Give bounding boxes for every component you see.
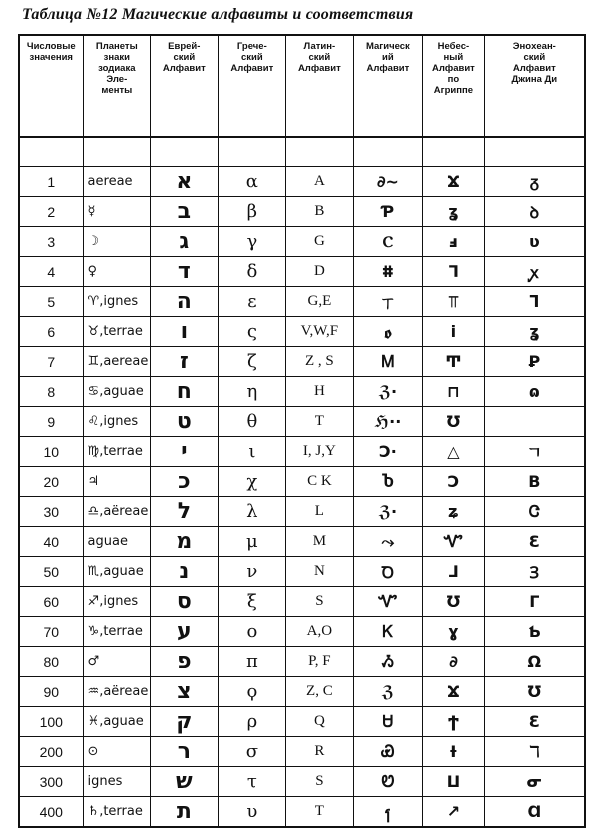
greek-letter-cell: γ <box>219 227 287 256</box>
magic-letter-cell: ℨ· <box>354 497 424 526</box>
numeric-value-cell: 400 <box>20 797 84 826</box>
table-row <box>20 677 584 707</box>
celestial-letter-cell: ⅂ <box>423 257 485 286</box>
enochian-letter-cell: Ɛ <box>528 532 540 551</box>
greek-letter-cell: ρ <box>219 707 287 736</box>
enochian-letter-cell: ʓ <box>529 322 540 341</box>
magic-letter-cell: ⤳ <box>354 527 424 556</box>
magic-letter-cell: ℌ·· <box>354 407 424 436</box>
enochian-letter-cell: ᵹ <box>529 171 540 191</box>
hebrew-letter-cell: ע <box>151 617 219 646</box>
planet-sign-cell: ♐,ignes <box>84 587 152 616</box>
header-numeric-values: Числовые значения <box>20 36 84 136</box>
table-row <box>20 257 584 287</box>
hebrew-letter-cell: ס <box>151 587 219 616</box>
latin-letter-cell: A <box>286 167 354 196</box>
greek-letter-cell: χ <box>219 467 287 496</box>
latin-letter-cell: L <box>286 497 354 526</box>
table-row <box>20 467 584 497</box>
numeric-value-cell: 9 <box>20 407 84 436</box>
greek-letter-cell: ϙ <box>219 677 287 706</box>
hebrew-letter-cell: ט <box>151 407 219 436</box>
latin-letter-cell: T <box>286 407 354 436</box>
planet-sign-cell: ♍,terrae <box>84 437 152 466</box>
greek-letter-cell: τ <box>219 767 287 796</box>
numeric-value-cell: 8 <box>20 377 84 406</box>
header-enochian-alphabet: Эноxеан- ский Алфавит Джина Ди <box>511 41 558 85</box>
magic-letter-cell: Ⴆ <box>354 467 424 496</box>
table-row <box>20 437 584 467</box>
numeric-value-cell: 40 <box>20 527 84 556</box>
latin-letter-cell: C K <box>286 467 354 496</box>
latin-letter-cell: B <box>286 197 354 226</box>
greek-letter-cell: υ <box>219 797 287 826</box>
celestial-letter-cell: Ͳ <box>423 347 485 376</box>
header-planets-signs-elements: Планеты знаки зодиака Эле- менты <box>84 36 152 136</box>
hebrew-letter-cell: ז <box>151 347 219 376</box>
hebrew-letter-cell: ל <box>151 497 219 526</box>
planet-sign-cell: ♋,aguae <box>84 377 152 406</box>
table-row <box>20 737 584 767</box>
hebrew-letter-cell: פ <box>151 647 219 676</box>
latin-letter-cell: G,E <box>286 287 354 316</box>
hebrew-letter-cell: ק <box>151 707 219 736</box>
latin-letter-cell: G <box>286 227 354 256</box>
planet-sign-cell: ♉,terrae <box>84 317 152 346</box>
celestial-letter-cell: ⅃ <box>423 557 485 586</box>
enochian-letter-cell: ꝺ <box>529 202 540 222</box>
table-row <box>20 317 584 347</box>
header-celestial-alphabet: Небес- ный Алфавит по Агриппе <box>423 36 485 136</box>
magic-letter-cell: Ꮶ <box>354 617 424 646</box>
header-greek-alphabet: Грече- ский Алфавит <box>219 36 287 136</box>
latin-letter-cell: S <box>286 767 354 796</box>
greek-letter-cell: η <box>219 377 287 406</box>
latin-letter-cell: S <box>286 587 354 616</box>
magic-letter-cell: Ꝺ <box>354 557 424 586</box>
numeric-value-cell: 4 <box>20 257 84 286</box>
enochian-letter-cell: Γ <box>529 592 540 611</box>
planet-sign-cell: ♌,ignes <box>84 407 152 436</box>
enochian-letter-cell: Ω <box>527 652 542 671</box>
latin-letter-cell: N <box>286 557 354 586</box>
planet-sign-cell: aereae <box>84 167 152 196</box>
celestial-letter-cell: Ɔ <box>423 467 485 496</box>
planet-sign-cell: ♃ <box>84 467 152 496</box>
enochian-letter-cell: Ɜ <box>529 562 540 582</box>
magic-letter-cell: ⳕ <box>354 797 424 826</box>
latin-letter-cell: T <box>286 797 354 826</box>
numeric-value-cell: 30 <box>20 497 84 526</box>
planet-sign-cell: ♑,terrae <box>84 617 152 646</box>
greek-letter-cell: ζ <box>219 347 287 376</box>
numeric-value-cell: 100 <box>20 707 84 736</box>
latin-letter-cell: Z , S <box>286 347 354 376</box>
magic-letter-cell: Ꮜ <box>354 707 424 736</box>
enochian-letter-cell: Ꝑ <box>528 352 541 371</box>
numeric-value-cell: 20 <box>20 467 84 496</box>
enochian-letter-cell: ㄱ <box>526 443 543 462</box>
greek-letter-cell: δ <box>219 257 287 286</box>
latin-letter-cell: M <box>286 527 354 556</box>
planet-sign-cell: aguae <box>84 527 152 556</box>
magic-letter-cell: Ꮼ <box>354 767 424 796</box>
header-spacer-row <box>20 138 584 167</box>
hebrew-letter-cell: ד <box>151 257 219 286</box>
hebrew-letter-cell: ח <box>151 377 219 406</box>
latin-letter-cell: I, J,Y <box>286 437 354 466</box>
magic-letter-cell: ⵌ <box>354 257 424 286</box>
numeric-value-cell: 1 <box>20 167 84 196</box>
planet-sign-cell: ♂ <box>84 647 152 676</box>
greek-letter-cell: ε <box>219 287 287 316</box>
table-row <box>20 707 584 737</box>
greek-letter-cell: ξ <box>219 587 287 616</box>
numeric-value-cell: 80 <box>20 647 84 676</box>
greek-letter-cell: ο <box>219 617 287 646</box>
header-hebrew-alphabet: Еврей- ский Алфавит <box>151 36 219 136</box>
table-header <box>20 36 584 138</box>
celestial-letter-cell: Ϯ <box>423 707 485 736</box>
celestial-letter-cell: Ꮙ <box>423 527 485 556</box>
celestial-letter-cell: Ɨ <box>423 737 485 766</box>
greek-letter-cell: π <box>219 647 287 676</box>
numeric-value-cell: 6 <box>20 317 84 346</box>
greek-letter-cell: ς <box>219 317 287 346</box>
celestial-letter-cell: Ϫ <box>423 677 485 706</box>
magic-letter-cell: ㄒ <box>354 287 424 316</box>
enochian-letter-cell: Ƅ <box>528 622 541 641</box>
planet-sign-cell: ♏,aguae <box>84 557 152 586</box>
planet-sign-cell: ♎,aëreae <box>84 497 152 526</box>
planet-sign-cell: ♀ <box>84 257 152 286</box>
greek-letter-cell: ν <box>219 557 287 586</box>
numeric-value-cell: 10 <box>20 437 84 466</box>
greek-letter-cell: θ <box>219 407 287 436</box>
magic-letter-cell: Ꮙ <box>354 587 424 616</box>
planet-sign-cell: ♄,terrae <box>84 797 152 826</box>
planet-sign-cell: ignes <box>84 767 152 796</box>
latin-letter-cell: D <box>286 257 354 286</box>
greek-letter-cell: β <box>219 197 287 226</box>
enochian-letter-cell: ʋ <box>528 232 540 251</box>
numeric-value-cell: 70 <box>20 617 84 646</box>
magic-letter-cell: ∂~ <box>354 167 424 196</box>
greek-letter-cell: μ <box>219 527 287 556</box>
enochian-letter-cell: Ʊ <box>527 682 542 701</box>
celestial-letter-cell: Ϫ <box>423 167 485 196</box>
latin-letter-cell: A,O <box>286 617 354 646</box>
planet-sign-cell: ☿ <box>84 197 152 226</box>
page-title: Таблица №12 Магические алфавиты и соответствия <box>22 6 414 23</box>
table-row <box>20 797 584 826</box>
hebrew-letter-cell: ו <box>151 317 219 346</box>
celestial-letter-cell: ʑ <box>423 497 485 526</box>
enochian-letter-cell: Ɑ <box>527 802 542 821</box>
hebrew-letter-cell: ר <box>151 737 219 766</box>
greek-letter-cell: α <box>219 167 287 196</box>
celestial-letter-cell: Ʊ <box>423 407 485 436</box>
hebrew-letter-cell: ת <box>151 797 219 826</box>
celestial-letter-cell: ⵡ <box>423 767 485 796</box>
enochian-letter-cell: Ɛ <box>528 712 540 731</box>
planet-sign-cell: ♓,aguae <box>84 707 152 736</box>
table-row <box>20 617 584 647</box>
celestial-letter-cell: △ <box>423 437 485 466</box>
hebrew-letter-cell: צ <box>151 677 219 706</box>
numeric-value-cell: 200 <box>20 737 84 766</box>
table-row <box>20 497 584 527</box>
magic-letter-cell: Ᏹ <box>354 647 424 676</box>
celestial-letter-cell: ⅰ <box>423 317 485 346</box>
celestial-letter-cell: ɣ <box>423 617 485 646</box>
enochian-letter-cell: ᓂ <box>526 772 543 791</box>
celestial-letter-cell: Ʊ <box>423 587 485 616</box>
latin-letter-cell: H <box>286 377 354 406</box>
greek-letter-cell: σ <box>219 737 287 766</box>
table-row <box>20 557 584 587</box>
magic-letter-cell: ꬽ <box>354 317 424 346</box>
enochian-letter-cell: ℸ <box>528 742 540 761</box>
numeric-value-cell: 90 <box>20 677 84 706</box>
header-latin-alphabet: Латин- ский Алфавит <box>286 36 354 136</box>
magic-letter-cell: Ⲥ <box>354 227 424 256</box>
table-row <box>20 587 584 617</box>
celestial-letter-cell: ↗ <box>423 797 485 826</box>
celestial-letter-cell: ∂ <box>423 647 485 676</box>
planet-sign-cell: ♊,aereae <box>84 347 152 376</box>
hebrew-letter-cell: א <box>151 167 219 196</box>
latin-letter-cell: P, F <box>286 647 354 676</box>
header-magic-alphabet: Магическ ий Алфавит <box>354 36 424 136</box>
magic-letter-cell: Ꮿ <box>354 737 424 766</box>
magic-letter-cell: ℨ· <box>354 377 424 406</box>
greek-letter-cell: ι <box>219 437 287 466</box>
numeric-value-cell: 2 <box>20 197 84 226</box>
table-row <box>20 377 584 407</box>
table-row <box>20 647 584 677</box>
enochian-letter-cell: ᒣ <box>529 292 540 311</box>
hebrew-letter-cell: ב <box>151 197 219 226</box>
hebrew-letter-cell: ג <box>151 227 219 256</box>
table-row <box>20 287 584 317</box>
enochian-letter-cell: ꭙ <box>530 262 539 282</box>
latin-letter-cell: R <box>286 737 354 766</box>
enochian-letter-cell <box>485 407 584 436</box>
celestial-letter-cell: ʓ <box>423 197 485 226</box>
celestial-letter-cell: ⫪ <box>423 287 485 316</box>
greek-letter-cell: λ <box>219 497 287 526</box>
numeric-value-cell: 7 <box>20 347 84 376</box>
numeric-value-cell: 5 <box>20 287 84 316</box>
latin-letter-cell: Q <box>286 707 354 736</box>
table-row <box>20 197 584 227</box>
table-row <box>20 407 584 437</box>
enochian-letter-cell: Ꮳ <box>528 501 540 521</box>
hebrew-letter-cell: ה <box>151 287 219 316</box>
hebrew-letter-cell: נ <box>151 557 219 586</box>
table-row <box>20 527 584 557</box>
celestial-letter-cell: ⊓ <box>423 377 485 406</box>
planet-sign-cell: ♈,ignes <box>84 287 152 316</box>
enochian-letter-cell: B <box>528 472 541 491</box>
numeric-value-cell: 3 <box>20 227 84 256</box>
magic-letter-cell: Ꮇ <box>354 347 424 376</box>
latin-letter-cell: Z, C <box>286 677 354 706</box>
hebrew-letter-cell: מ <box>151 527 219 556</box>
numeric-value-cell: 300 <box>20 767 84 796</box>
magic-letter-cell: ℨ <box>354 677 424 706</box>
table-row <box>20 227 584 257</box>
numeric-value-cell: 60 <box>20 587 84 616</box>
table-row <box>20 167 584 197</box>
magic-letter-cell: Ɔ· <box>354 437 424 466</box>
planet-sign-cell: ⊙ <box>84 737 152 766</box>
enochian-letter-cell: ɷ <box>528 382 540 401</box>
planet-sign-cell: ♒,aëreae <box>84 677 152 706</box>
latin-letter-cell: V,W,F <box>286 317 354 346</box>
table-body <box>20 167 584 826</box>
hebrew-letter-cell: כ <box>151 467 219 496</box>
correspondence-table <box>18 34 586 828</box>
hebrew-letter-cell: י <box>151 437 219 466</box>
celestial-letter-cell: ⅎ <box>423 227 485 256</box>
table-row <box>20 347 584 377</box>
hebrew-letter-cell: ש <box>151 767 219 796</box>
table-row <box>20 767 584 797</box>
numeric-value-cell: 50 <box>20 557 84 586</box>
planet-sign-cell: ☽ <box>84 227 152 256</box>
magic-letter-cell: Ƥ <box>354 197 424 226</box>
